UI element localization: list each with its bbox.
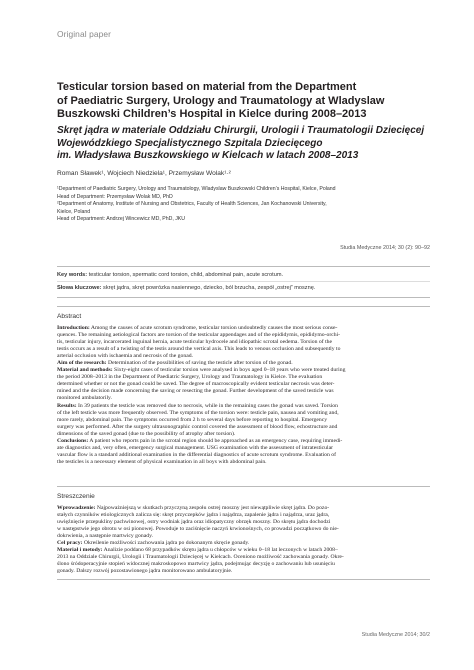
text-run: In 39 patients the testicle was removed due to necrosis, while in the remaining cases the gonad was saved. Torsion bbox=[76, 402, 338, 409]
text-run: testis occurs as a result of a twisting of the testis around the vertical axis. This leads to venous occlusion and subsequently to bbox=[57, 346, 341, 353]
text-line bbox=[57, 417, 430, 424]
article-title-english bbox=[57, 81, 437, 122]
journal-citation: Studia Medyczne 2014; 30 (2): 90–92 bbox=[340, 245, 430, 251]
text-line bbox=[57, 561, 430, 568]
text-run: quences. The remaining aetiological factors are torsion of the testicular appendages and of the epididymis, epididymo-orchi- bbox=[57, 332, 341, 339]
text-run: uwięźnięcie przepukliny pachwinowej, ostry wodniak jądra oraz idiopatyczny obrzęk moszny. Do skrętu jądra dochodzi bbox=[57, 519, 331, 526]
section-label: Aim of the research: bbox=[57, 360, 107, 367]
text-line bbox=[57, 519, 430, 526]
text-run: Sixty-eight cases of testicular torsion were analysed in boys aged 0–18 years who were treated during bbox=[112, 367, 346, 374]
text-run: mined and the decision made concerning the saving or resecting the gonad. Further development of the saved testicle was bbox=[57, 388, 334, 395]
text-line bbox=[57, 374, 430, 381]
text-line bbox=[57, 403, 430, 410]
text-run: stałych czynników etiologicznych zalicza się: skręt przyczepków jądra i najądrza, zapalenie jądra i najądrza, uraz jądra, bbox=[57, 512, 330, 519]
affiliation-line: Head of Department: Andrzej Wincewicz MD, PhD, JKU bbox=[57, 216, 186, 223]
abstract-heading: Abstract bbox=[57, 313, 82, 320]
title-line: of Paediatric Surgery, Urology and Traumatology at Wladyslaw bbox=[57, 94, 385, 107]
title-line: Wojewódzkiego Specjalistycznego Szpitala Dziecięcego bbox=[57, 137, 323, 149]
abstract-section bbox=[57, 306, 430, 466]
text-run: the period 2008–2013 in the Department of Paediatric Surgery, Urology and Traumatology in Kielce. The evaluation bbox=[57, 374, 323, 381]
text-run: dokrwienia, a następnie martwicy gonady. bbox=[57, 533, 153, 540]
author-list: Roman Sławek¹, Wojciech Niedziela¹, Przemysław Wolak¹·² bbox=[57, 170, 231, 177]
section-label: Materiał i metody: bbox=[57, 547, 103, 554]
affiliation-line: Kielce, Poland bbox=[57, 208, 91, 215]
text-line bbox=[57, 360, 430, 367]
text-run: vascular flow is a standard additional examination in the differential diagnostics of acute scrotum syndrome. Evaluation of bbox=[57, 451, 336, 458]
text-run: surgery was performed. After the surgery ultrasonographic control covered the assessment of blood flow, echostructure and bbox=[57, 423, 338, 430]
title-line: Testicular torsion based on material from the Department bbox=[57, 81, 357, 93]
text-line bbox=[57, 339, 430, 346]
section-label: Wprowadzenie: bbox=[57, 505, 96, 511]
text-run: determined whether or not the gonad could be saved. The degree of macroscopically evident testicular necrosis was deter- bbox=[57, 381, 335, 388]
keywords-polish bbox=[57, 281, 430, 294]
text-line bbox=[57, 554, 430, 561]
keywords-pl-label: Słowa kluczowe: bbox=[57, 285, 102, 291]
text-line bbox=[57, 459, 430, 466]
section-label: Results: bbox=[57, 402, 77, 409]
text-line bbox=[57, 438, 430, 445]
text-line bbox=[57, 445, 430, 452]
text-run: Najpoważniejszą w skutkach przyczyną zespołu ostrej moszny jest niewątpliwie skręt jądra. Do pozo- bbox=[95, 505, 330, 511]
streszczenie-section bbox=[57, 486, 430, 580]
text-run: the testicles is a necessary element of physical examination in all boys with abdominal pain. bbox=[57, 458, 267, 465]
title-line: im. Władysława Buszkowskiego w Kielcach w latach 2008–2013 bbox=[57, 150, 359, 162]
text-run: ate diagnostics and, very often, emergency surgical management. USG examination with the assessment of intratesticular bbox=[57, 444, 334, 451]
affiliations bbox=[57, 186, 437, 224]
text-run: w następstwie jego obrotu w osi pionowej. Powoduje to zaciśnięcie naczyń krwionośnych, co prowadzi początkowo do nie- bbox=[57, 526, 339, 533]
article-type-label: Original paper bbox=[57, 29, 112, 39]
text-line bbox=[57, 381, 430, 388]
text-line bbox=[57, 547, 430, 554]
keywords-label: Key words: bbox=[57, 272, 88, 278]
keywords-english bbox=[57, 269, 430, 281]
text-line bbox=[57, 540, 430, 547]
affiliation-line: Head of Department: Przemysław Wolak MD, PhD bbox=[57, 193, 173, 200]
text-line bbox=[57, 505, 430, 512]
text-run: A patient who reports pain in the scrotal region should be approached as an emergency case, requiring immedi- bbox=[88, 437, 343, 444]
text-line bbox=[57, 388, 430, 395]
streszczenie-body bbox=[57, 505, 430, 575]
text-line bbox=[57, 353, 430, 360]
streszczenie-heading: Streszczenie bbox=[57, 493, 95, 500]
text-line bbox=[57, 431, 430, 438]
text-run: of the left testicle was more frequently observed. The symptoms of the torsion were: testicle pain, nausea and vomiting and, bbox=[57, 409, 339, 416]
text-run: Determination of the possibilities of saving the testicle after torsion of the gonad. bbox=[106, 360, 293, 367]
text-run: arterial occlusion with ischaemia and necrosis of the gonad. bbox=[57, 353, 193, 360]
text-line bbox=[57, 424, 430, 431]
text-run: tis, testicular injury, incarcerated inguinal hernia, acute testicular hydrocele and idiopathic scrotal oedema. Torsion of the bbox=[57, 339, 333, 346]
article-title-polish bbox=[57, 125, 437, 163]
title-line: Buszkowski Children’s Hospital in Kielce during 2008–2013 bbox=[57, 108, 367, 121]
text-line bbox=[57, 346, 430, 353]
text-run: dimensions of the saved gonad (due to the possibility of atrophy after torsion). bbox=[57, 430, 236, 437]
text-line bbox=[57, 533, 430, 540]
section-label: Conclusions: bbox=[57, 437, 89, 444]
page-footer: Studia Medyczne 2014; 30/2 bbox=[361, 632, 430, 638]
text-line bbox=[57, 512, 430, 519]
text-run: gonady. Dalszy rozwój pozostawionego jądra monitorowano ambulatoryjnie. bbox=[57, 568, 233, 575]
text-run: ślono śródoperacyjnie stopień widocznej makroskopowo martwicy jądra, podejmując decyzję o zachowaniu lub usunięciu bbox=[57, 561, 335, 568]
text-line bbox=[57, 568, 430, 575]
text-run: Analizie poddano 68 przypadków skrętu jądra u chłopców w wieku 0–18 lat leczonych w latach 2008– bbox=[102, 547, 338, 554]
keywords-box bbox=[57, 266, 430, 298]
text-line bbox=[57, 325, 430, 332]
title-line: Skręt jądra w materiale Oddziału Chirurgii, Urologii i Traumatologii Dziecięcej bbox=[57, 125, 425, 136]
section-label: Cel pracy: bbox=[57, 540, 83, 547]
text-run: Among the causes of acute scrotum syndrome, testicular torsion undoubtedly causes the most serious conse- bbox=[89, 325, 338, 331]
text-line bbox=[57, 395, 430, 402]
text-run: 2013 na Oddziale Chirurgii, Urologii i Traumatologii Dziecięcej w Kielcach. Oceniono możliwość zachowania gonady. Okre- bbox=[57, 554, 344, 561]
text-run: monitored ambulatorily. bbox=[57, 395, 112, 402]
affiliation-line: ¹Department of Paediatric Surgery, Urology and Traumatology, Wladyslaw Buszkowski Children’s Hospital, Kielce, Poland bbox=[57, 186, 336, 192]
text-run: Określenie możliwości zachowania jądra po dokonanym skręcie gonady. bbox=[82, 540, 250, 547]
section-label: Introduction: bbox=[57, 325, 90, 331]
section-label: Material and methods: bbox=[57, 367, 113, 374]
text-line bbox=[57, 410, 430, 417]
text-line bbox=[57, 452, 430, 459]
text-run: more rarely, abdominal pain. The symptoms occurred from 2 h to several days before reporting to hospital. Emergency bbox=[57, 416, 328, 423]
affiliation-line: ²Department of Anatomy, Institute of Nursing and Obstetrics, Faculty of Health Sciences, Jan Kochanowski University, bbox=[57, 201, 327, 208]
keywords-text: testicular torsion, spermatic cord torsion, child, abdominal pain, acute scrotum. bbox=[88, 272, 284, 278]
keywords-pl-text: skręt jądra, skręt powrózka nasiennego, dziecko, ból brzucha, zespół „ostrej” mosznę. bbox=[103, 285, 316, 291]
abstract-body bbox=[57, 325, 430, 466]
text-line bbox=[57, 526, 430, 533]
text-line bbox=[57, 367, 430, 374]
text-line bbox=[57, 332, 430, 339]
